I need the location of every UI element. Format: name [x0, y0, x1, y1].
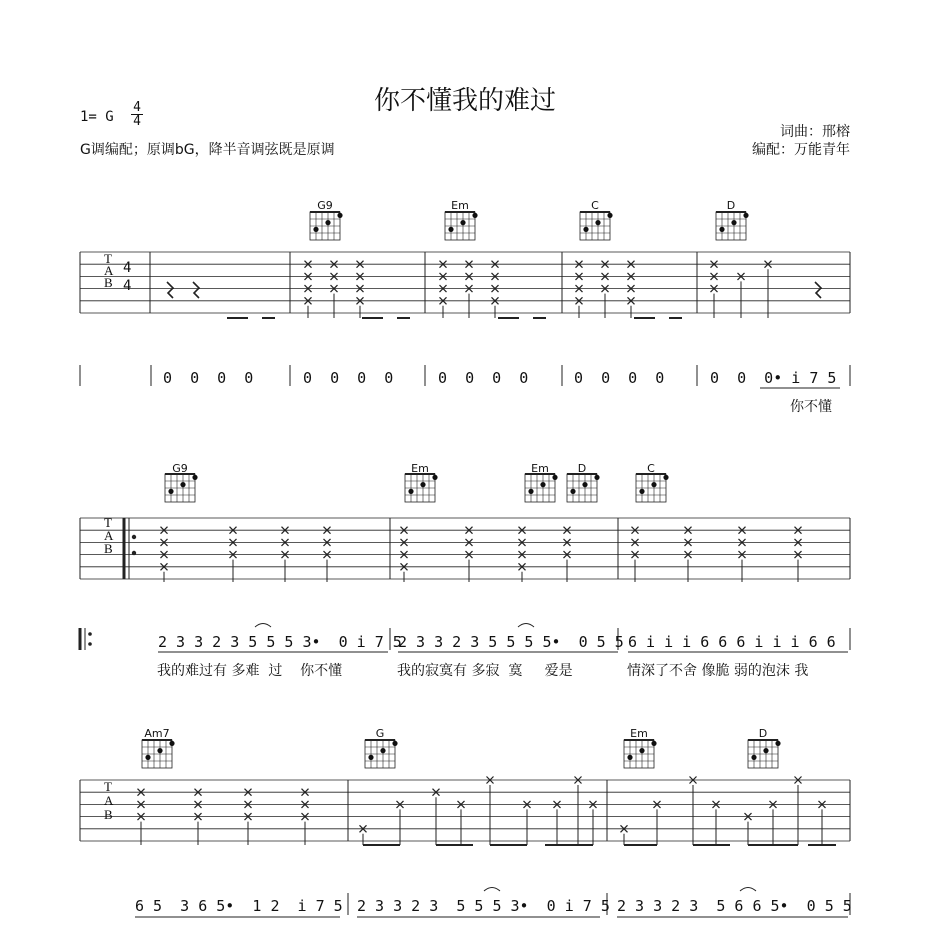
chord-name-em: Em	[411, 462, 429, 475]
lyric-line: 情深了不舍 像脆 弱的泡沫 我	[627, 663, 809, 679]
chord-diagram-dot	[583, 227, 588, 232]
chord-diagram-dot	[192, 475, 197, 480]
chord-diagram-dot	[448, 227, 453, 232]
chord-diagram-dot	[337, 213, 342, 218]
arranger: 编配：万能青年	[752, 142, 850, 158]
chord-diagram-dot	[639, 489, 644, 494]
chord-diagram-dot	[595, 220, 600, 225]
notation-measure: 2 3 3 2 3 5 6 6 5• 0 5 5	[617, 897, 852, 915]
tab-clef: T A B	[104, 779, 114, 822]
chord-diagram-dot	[540, 482, 545, 487]
chord-diagram-dot	[719, 227, 724, 232]
chord-name-em: Em	[531, 462, 549, 475]
chord-name-em: Em	[451, 199, 469, 212]
chord-diagram-dot	[763, 748, 768, 753]
repeat-dot	[132, 551, 136, 555]
chord-diagram-dot	[528, 489, 533, 494]
chord-name-em: Em	[630, 727, 648, 740]
chord-diagram-dot	[639, 748, 644, 753]
arrangement-note: G调编配；原调bG，降半音调弦既是原调	[80, 142, 335, 158]
chord-name-d: D	[758, 727, 768, 740]
tie	[484, 888, 500, 892]
repeat-dot	[132, 535, 136, 539]
chord-diagram-dot	[432, 475, 437, 480]
chord-name-am7: Am7	[144, 727, 170, 740]
tie	[255, 624, 271, 628]
chord-diagram-dot	[594, 475, 599, 480]
chord-diagram-dot	[169, 741, 174, 746]
chord-diagram-dot	[168, 489, 173, 494]
notation-measure: 0 0 0 0	[438, 369, 529, 387]
lyric-line: 我的寂寞有 多寂 寞 爱是	[397, 663, 573, 679]
chord-diagram-dot	[392, 741, 397, 746]
quarter-rest	[167, 282, 173, 298]
chord-diagram-dot	[582, 482, 587, 487]
chord-diagram-dot	[751, 755, 756, 760]
chord-diagram-dot	[145, 755, 150, 760]
chord-name-c: C	[647, 462, 655, 475]
tab-time-signature: 4 4	[123, 260, 132, 294]
notation-measure: 6 5 3 6 5• 1 2 i 7 5	[135, 897, 343, 915]
chord-diagram-dot	[368, 755, 373, 760]
repeat-dot	[88, 642, 92, 646]
chord-diagram-dot	[651, 482, 656, 487]
notation-measure: 0 0 0 0	[574, 369, 665, 387]
chord-name-g: G	[375, 727, 385, 740]
tab-clef: T A B	[104, 515, 114, 556]
lyric-line: 你不懂	[790, 399, 832, 415]
notation-measure: 2 3 3 2 3 5 5 5 3• 0 i 7 5	[357, 897, 610, 915]
chord-diagram-dot	[570, 489, 575, 494]
chord-diagram-dot	[607, 213, 612, 218]
tie	[740, 888, 756, 892]
chord-diagram-dot	[325, 220, 330, 225]
chord-diagram-dot	[552, 475, 557, 480]
quarter-rest	[193, 282, 199, 298]
chord-diagram-dot	[313, 227, 318, 232]
chord-diagram-dot	[408, 489, 413, 494]
chord-diagram-dot	[180, 482, 185, 487]
chord-name-d: D	[726, 199, 736, 212]
chord-diagram-dot	[651, 741, 656, 746]
chord-diagram-dot	[663, 475, 668, 480]
chord-diagram-dot	[460, 220, 465, 225]
chord-diagram-dot	[420, 482, 425, 487]
chord-diagram-dot	[743, 213, 748, 218]
chord-name-c: C	[591, 199, 599, 212]
time-signature-bottom: 4	[133, 114, 141, 129]
chord-diagram-dot	[731, 220, 736, 225]
tie	[518, 624, 534, 628]
lyricist-composer: 词曲：邢榕	[780, 124, 850, 140]
chord-diagram-dot	[157, 748, 162, 753]
chord-diagram-dot	[472, 213, 477, 218]
tab-clef: T A B	[104, 251, 114, 290]
notation-measure: 6 i i i 6 6 6 i i i 6 6	[628, 633, 836, 651]
notation-measure: 0 0 0 0	[303, 369, 394, 387]
repeat-dot	[88, 632, 92, 636]
chord-diagram-dot	[380, 748, 385, 753]
notation-measure: 2 3 3 2 3 5 5 5 3• 0 i 7 5	[158, 633, 402, 651]
chord-name-g9: G9	[317, 199, 333, 212]
notation-measure: 0 0 0 0	[163, 369, 254, 387]
song-title: 你不懂我的难过	[373, 86, 556, 116]
quarter-rest	[815, 282, 821, 298]
notation-measure: 2 3 3 2 3 5 5 5 5• 0 5 5	[398, 633, 624, 651]
key-signature: 1= G	[80, 109, 114, 125]
time-signature-top: 4	[133, 100, 141, 115]
chord-diagram-dot	[627, 755, 632, 760]
chord-diagram-dot	[775, 741, 780, 746]
chord-name-g9: G9	[172, 462, 188, 475]
lyric-line: 我的难过有 多难 过 你不懂	[157, 663, 343, 679]
chord-name-d: D	[577, 462, 587, 475]
notation-measure: 0 0 0• i 7 5	[710, 369, 837, 387]
